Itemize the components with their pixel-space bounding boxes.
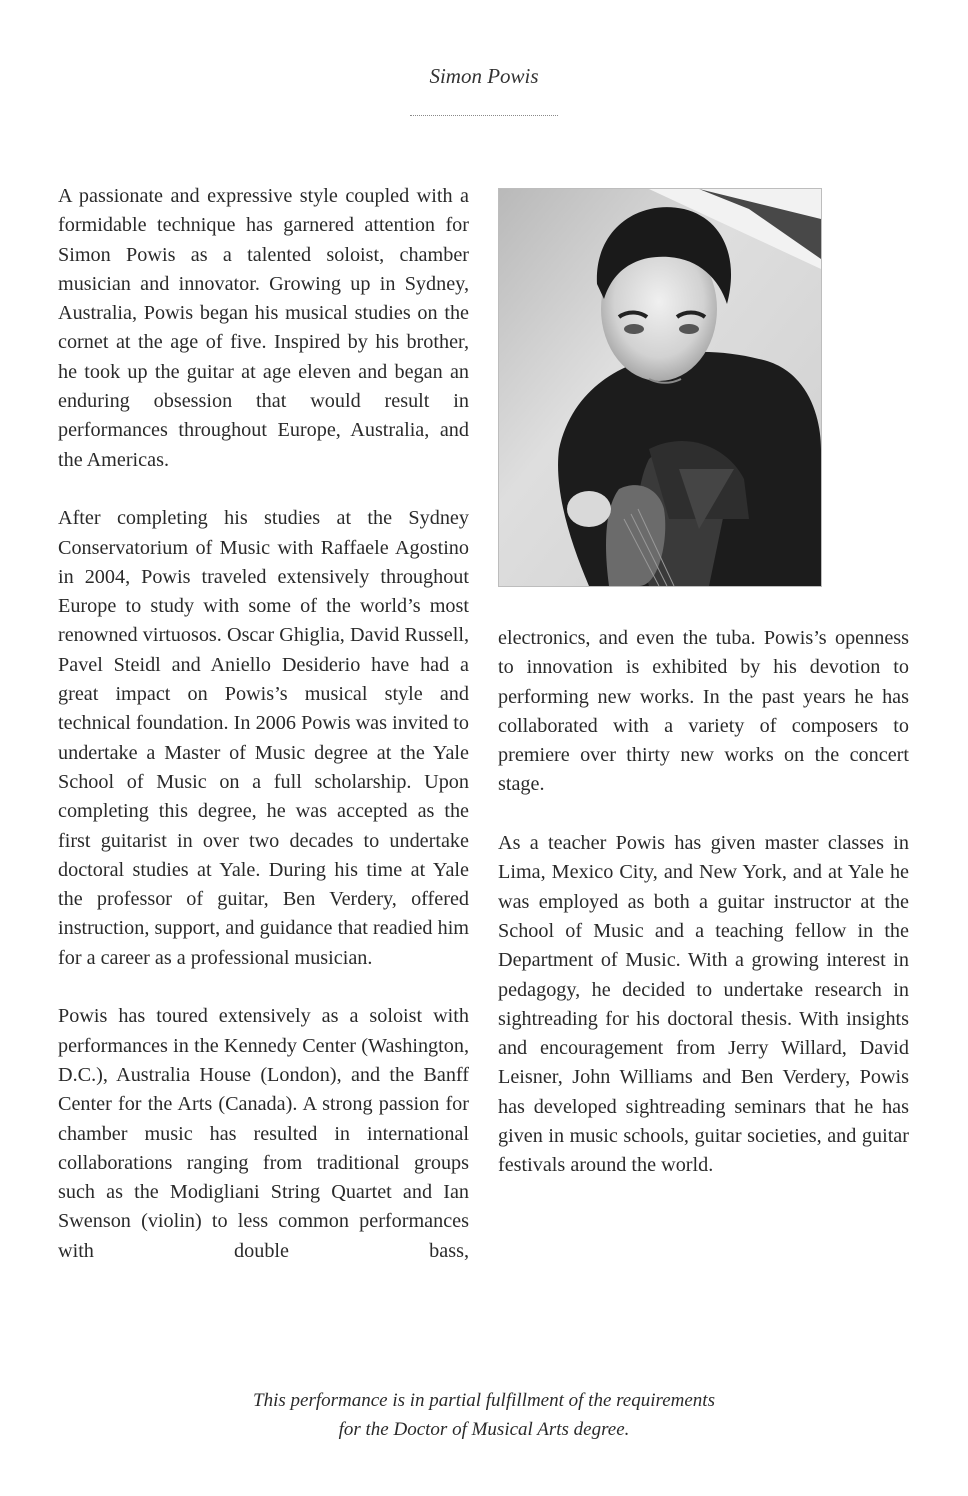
degree-note-line: for the Doctor of Musical Arts degree. bbox=[338, 1419, 630, 1440]
degree-note bbox=[0, 1386, 968, 1444]
header-dotted-rule bbox=[410, 115, 558, 116]
bio-paragraph: As a teacher Powis has given master classes in Lima, Mexico City, and New York, and at Yale he was employed as both a guitar instructor at the School of Music and a teaching fellow in the Department of Music. With a growing interest in pedagogy, he decided to undertake research in sightreading for his doctoral thesis. With insights and encouragement from Jerry Willard, David Leisner, John Williams and Ben Verdery, Powis has developed sightreading seminars that he has given in music schools, guitar societies, and guitar festivals around the world. bbox=[498, 832, 909, 1177]
bio-paragraph: Powis has toured extensively as a soloist with performances in the Kennedy Center (Washington, D.C.), Australia House (London), and the Banff Center for the Arts (Canada). A strong passion for chamber music has resulted in international collaborations ranging from traditional groups such as the Modigliani String Quartet and Ian Swenson (violin) to less common performances with double bass, bbox=[58, 1005, 469, 1262]
bio-paragraph: After completing his studies at the Sydney Conservatorium of Music with Raffaele Agostino in 2004, Powis traveled extensively throughout Europe to study with some of the world’s most renowned virtuosos. Oscar Ghiglia, David Russell, Pavel Steidl and Aniello Desiderio have had a great impact on Powis’s musical style and technical foundation. In 2006 Powis was invited to undertake a Master of Music degree at the Yale School of Music on a full scholarship. Upon completing this degree, he was accepted as the first guitarist in over two decades to undertake doctoral studies at Yale. During his time at Yale the professor of guitar, Ben Verdery, offered instruction, support, and guidance that readied him for a career as a professional musician. bbox=[58, 507, 469, 969]
degree-note-line: This performance is in partial fulfillment of the requirements bbox=[253, 1390, 715, 1411]
bio-left-column bbox=[58, 182, 469, 1295]
portrait-photo-illustration bbox=[499, 189, 821, 586]
portrait-photo bbox=[498, 188, 822, 587]
bio-paragraph: electronics, and even the tuba. Powis’s openness to innovation is exhibited by his devotion to performing new works. In the past years he has collaborated with a variety of composers to premiere over thirty new works on the concert stage. bbox=[498, 627, 909, 796]
bio-right-column bbox=[498, 624, 909, 1210]
bio-paragraph: A passionate and expressive style coupled with a formidable technique has garnered attention for Simon Powis as a talented soloist, chamber musician and innovator. Growing up in Sydney, Australia, Powis began his musical studies on the cornet at the age of five. Inspired by his brother, he took up the guitar at age eleven and began an enduring obsession that would result in performances throughout Europe, Australia, and the Americas. bbox=[58, 185, 469, 471]
page-header-title: Simon Powis bbox=[429, 64, 539, 88]
